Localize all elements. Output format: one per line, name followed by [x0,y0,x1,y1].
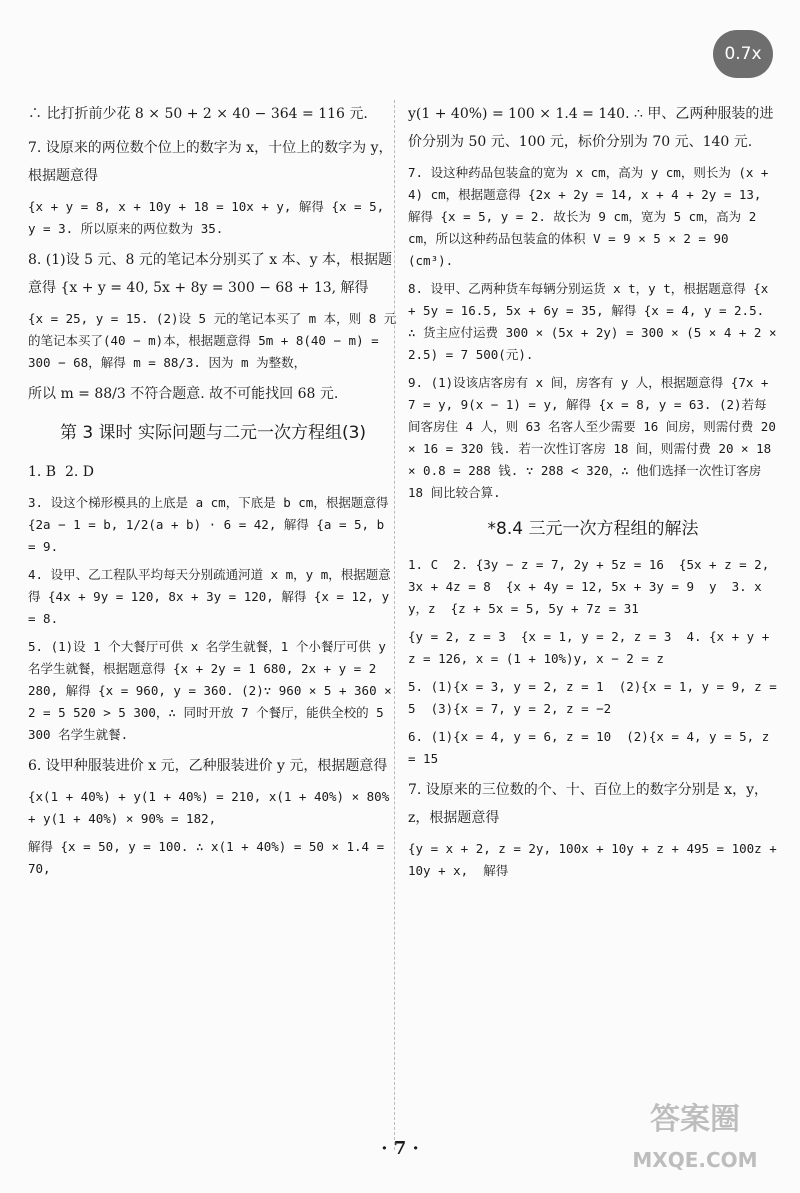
page-number: · 7 · [381,1138,419,1159]
column-divider [394,100,396,1150]
answer-line: 6. 设甲种服装进价 x 元，乙种服装进价 y 元，根据题意得 [28,758,388,774]
answer-line: 7. 设原来的三位数的个、十、百位上的数字分别是 x，y，z，根据题意得 [408,782,769,826]
equation-system: {y = x + 2, z = 2y, 100x + 10y + z + 495 = 100z + 10y + x, 解得 [408,841,785,878]
equation-system: {y = 2, z = 3 {x = 1, y = 2, z = 3 4. {x + y + z = 126, x = (1 + 10%)y, x − 2 = z [408,629,777,666]
answer-line: 所以 m = 88/3 不符合题意. 故不可能找回 68 元. [28,386,339,402]
watermark-text: 答案圈 [650,1102,740,1137]
equation-system: 4. 设甲、乙工程队平均每天分别疏通河道 x m，y m，根据题意得 {4x + 9y = 120, 8x + 3y = 120, 解得 {x = 12, y = 8. [28,567,397,626]
equation-system: {x = 25, y = 15. (2)设 5 元的笔记本买了 m 本，则 8 元的笔记本买了(40 − m)本，根据题意得 5m + 8(40 − m) = 300 − 68，解得 m = 88/3. 因为 m 为整数， [28,311,397,370]
zoom-level-badge[interactable]: 0.7x [713,30,773,78]
equation-system: 5. (1){x = 3, y = 2, z = 1 (2){x = 1, y = 9, z = 5 (3){x = 7, y = 2, z = −2 [408,679,785,716]
answer-line: 1. B 2. D [28,464,95,480]
left-column [28,100,398,886]
answer-line: y(1 + 40%) = 100 × 1.4 = 140. ∴ 甲、乙两种服装的进价分别为 50 元、100 元，标价分别为 70 元、140 元. [408,106,774,150]
equation-system: {x(1 + 40%) + y(1 + 40%) = 210, x(1 + 40%) × 80% + y(1 + 40%) × 90% = 182, [28,789,397,826]
right-column [408,100,785,888]
answer-line: ∴ 比打折前少花 8 × 50 + 2 × 40 − 364 = 116 元. [28,106,368,122]
watermark-url: MXQE.COM [632,1148,758,1172]
equation-system: 8. 设甲、乙两种货车每辆分别运货 x t，y t，根据题意得 {x + 5y = 16.5, 5x + 6y = 35, 解得 {x = 4, y = 2.5. ∴ 货主应付运费 300 × (5x + 2y) = 300 × (5 × 4 + 2 × 2.5) = 7 500(元). [408,281,785,362]
equation-system: {x + y = 8, x + 10y + 18 = 10x + y, 解得 {x = 5, y = 3. 所以原来的两位数为 35. [28,199,392,236]
equation-system: 7. 设这种药品包装盒的宽为 x cm，高为 y cm，则长为 (x + 4) cm，根据题意得 {2x + 2y = 14, x + 4 + 2y = 13, 解得 {x = 5, y = 2. 故长为 9 cm，宽为 5 cm，高为 2 cm，所以这种药品包装盒的体积 V = 9 × 5 × 2 = 90 (cm³). [408,165,776,268]
equation-system: 解得 {x = 50, y = 100. ∴ x(1 + 40%) = 50 × 1.4 = 70, [28,839,392,876]
section-heading: 第 3 课时 实际问题与二元一次方程组(3) [59,423,367,443]
equation-system: 5. (1)设 1 个大餐厅可供 x 名学生就餐，1 个小餐厅可供 y 名学生就餐，根据题意得 {x + 2y = 1 680, 2x + y = 2 280, 解得 {x = 960, y = 360. (2)∵ 960 × 5 + 360 × 2 = 5 520 > 5 300，∴ 同时开放 7 个餐厅，能供全校的 5 300 名学生就餐. [28,639,400,742]
section-heading: *8.4 三元一次方程组的解法 [487,519,699,539]
equation-system: 9. (1)设该店客房有 x 间，房客有 y 人，根据题意得 {7x + 7 = y, 9(x − 1) = y, 解得 {x = 8, y = 63. (2)若每间客房住 4 人，则 63 名客人至少需要 16 间房，则需付费 20 × 16 = 320 钱. 若一次性订客房 18 间，则需付费 20 × 18 × 0.8 = 288 钱. ∵ 288 < 320，∴ 他们选择一次性订客房 18 间比较合算. [408,375,784,500]
answer-line: 8. (1)设 5 元、8 元的笔记本分别买了 x 本、y 本，根据题意得 {x + y = 40, 5x + 8y = 300 − 68 + 13, 解得 [28,252,392,296]
equation-system: 3. 设这个梯形模具的上底是 a cm，下底是 b cm，根据题意得 {2a − 1 = b, 1/2(a + b) · 6 = 42, 解得 {a = 5, b = 9. [28,495,396,554]
equation-system: 6. (1){x = 4, y = 6, z = 10 (2){x = 4, y = 5, z = 15 [408,729,777,766]
equation-system: 1. C 2. {3y − z = 7, 2y + 5z = 16 {5x + z = 2, 3x + 4z = 8 {x + 4y = 12, 5x + 3y = 9 y 3. x y，z {z + 5x = 5, 5y + 7z = 31 [408,557,777,616]
answer-line: 7. 设原来的两位数个位上的数字为 x，十位上的数字为 y，根据题意得 [28,140,393,184]
watermark-logo [600,1100,790,1180]
